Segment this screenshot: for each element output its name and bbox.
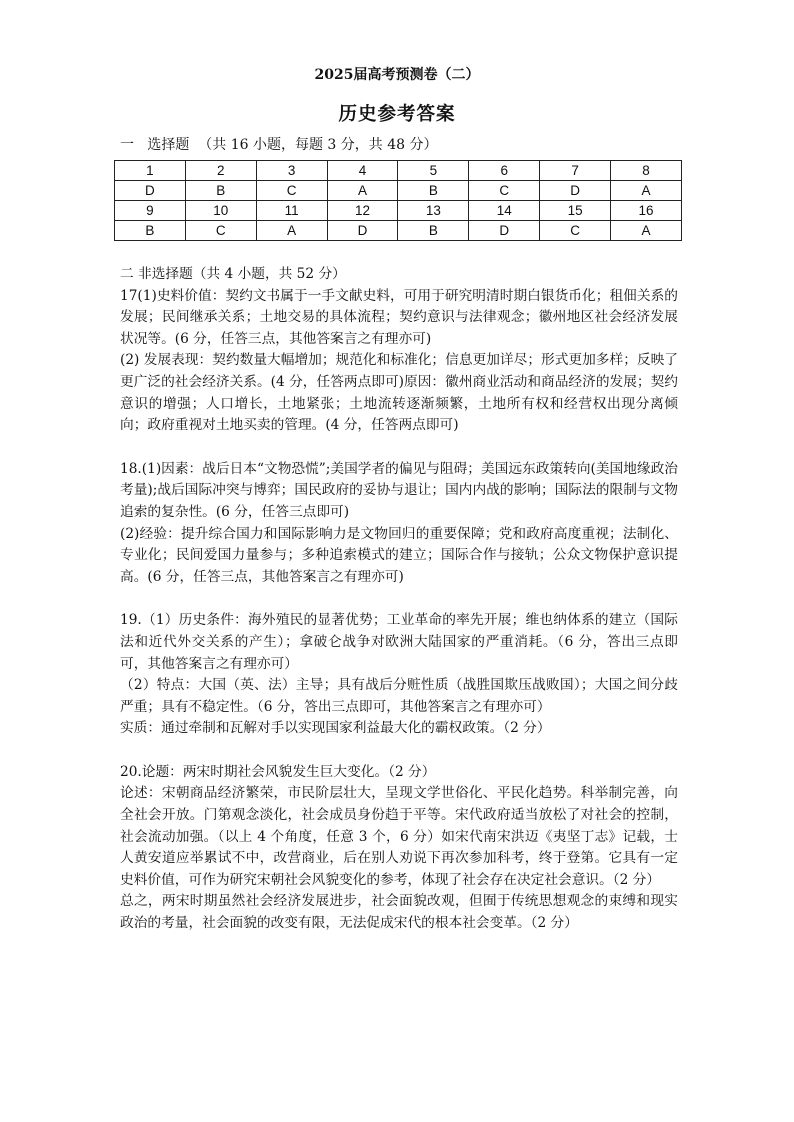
answer-cell: A [611, 221, 682, 241]
q20-part2: 论述：宋朝商品经济繁荣，市民阶层壮大，呈现文学世俗化、平民化趋势。科举制完善，向全社会开放。门第观念淡化，社会成员身份趋于平等。宋代政府适当放松了对社会的控制，社会流动加强。（以上 4 个角度，任意 3 个，6 分）如宋代南宋洪迈《夷坚丁志》记载，士人黄安道应举累试不中，改营商业，后在别人劝说下再次参加科考，终于登第。它具有一定史料价值，可作为研究宋朝社会风貌变化的参考，体现了社会存在决定社会意识。（2 分） [120, 785, 678, 888]
section2-heading: 二 非选择题（共 4 小题，共 52 分） [120, 266, 346, 282]
answer-row [115, 181, 682, 201]
question-number-row [115, 201, 682, 221]
question-number-cell: 3 [256, 161, 327, 181]
question-number-cell: 9 [115, 201, 186, 221]
answer-cell: D [115, 181, 186, 201]
question-number-cell: 11 [256, 201, 327, 221]
question-number-cell: 6 [469, 161, 540, 181]
answer-cell: D [469, 221, 540, 241]
question-number-cell: 4 [327, 161, 398, 181]
section2 [120, 264, 678, 935]
question-number-row [115, 161, 682, 181]
answer-row [115, 221, 682, 241]
answer-cell: B [115, 221, 186, 241]
q17-part1: 17(1)史料价值：契约文书属于一手文献史料，可用于研究明清时期白银货币化；租佃关系的发展；民间继承关系；土地交易的具体流程；契约意识与法律观念；徽州地区社会经济发展状况等。(6 分，任答三点，其他答案言之有理亦可) [120, 287, 678, 347]
answer-cell: D [327, 221, 398, 241]
question-number-cell: 7 [540, 161, 611, 181]
q17-part2: (2) 发展表现：契约数量大幅增加；规范化和标准化；信息更加详尽；形式更加多样；反映了更广泛的社会经济关系。(4 分，任答两点即可)原因：徽州商业活动和商品经济的发展；契约意识的增强；人口增长，土地紧张；土地流转逐渐频繁，土地所有权和经营权出现分离倾向；政府重视对土地买卖的管理。(4 分，任答两点即可) [120, 352, 678, 434]
answer-cell: B [185, 181, 256, 201]
q20-part1: 20.论题：两宋时期社会风貌发生巨大变化。（2 分） [120, 763, 436, 780]
answer-cell: B [398, 181, 469, 201]
answer-cell: C [469, 181, 540, 201]
question-number-cell: 8 [611, 161, 682, 181]
question-number-cell: 12 [327, 201, 398, 221]
answer-cell: C [256, 181, 327, 201]
answer-cell: D [540, 181, 611, 201]
q18-part1: 18.(1)因素：战后日本“文物恐慌”;美国学者的偏见与阻碍；美国远东政策转向(美国地缘政治考量);战后国际冲突与博弈；国民政府的妥协与退让；国内内战的影响；国际法的限制与文物追索的复杂性。(6 分，任答三点即可) [120, 460, 678, 520]
question-number-cell: 5 [398, 161, 469, 181]
question-number-cell: 14 [469, 201, 540, 221]
answer-cell: A [327, 181, 398, 201]
answer-cell: B [398, 221, 469, 241]
answer-cell: C [185, 221, 256, 241]
q19-part3: 实质：通过牵制和瓦解对手以实现国家利益最大化的霸权政策。（2 分） [120, 720, 551, 737]
question-number-cell: 13 [398, 201, 469, 221]
answer-table [114, 160, 682, 241]
answer-cell: A [611, 181, 682, 201]
question-number-cell: 2 [185, 161, 256, 181]
section1-heading: 一 选择题 （共 16 小题，每题 3 分，共 48 分） [120, 137, 438, 153]
exam-title: 2025届高考预测卷（二） [314, 67, 480, 83]
question-number-cell: 10 [185, 201, 256, 221]
answer-cell: C [540, 221, 611, 241]
q18-part2: (2)经验：提升综合国力和国际影响力是文物回归的重要保障；党和政府高度重视；法制化、专业化；民间爱国力量参与；多种追索模式的建立；国际合作与接轨；公众文物保护意识提高。(6 分，任答三点，其他答案言之有理亦可) [120, 525, 678, 585]
subject-title: 历史参考答案 [338, 104, 456, 125]
q19-part1: 19.（1）历史条件：海外殖民的显著优势；工业革命的率先开展；维也纳体系的建立（国际法和近代外交关系的产生）；拿破仑战争对欧洲大陆国家的严重消耗。（6 分，答出三点即可，其他答案言之有理亦可） [120, 612, 678, 672]
question-number-cell: 1 [115, 161, 186, 181]
q19-part2: （2）特点：大国（英、法）主导；具有战后分赃性质（战胜国欺压战败国）；大国之间分歧严重；具有不稳定性。（6 分，答出三点即可，其他答案言之有理亦可） [120, 677, 678, 715]
question-number-cell: 15 [540, 201, 611, 221]
q20-part3: 总之，两宋时期虽然社会经济发展进步，社会面貌改观，但囿于传统思想观念的束缚和现实政治的考量，社会面貌的改变有限，无法促成宋代的根本社会变革。（2 分） [120, 893, 678, 932]
answer-cell: A [256, 221, 327, 241]
question-number-cell: 16 [611, 201, 682, 221]
